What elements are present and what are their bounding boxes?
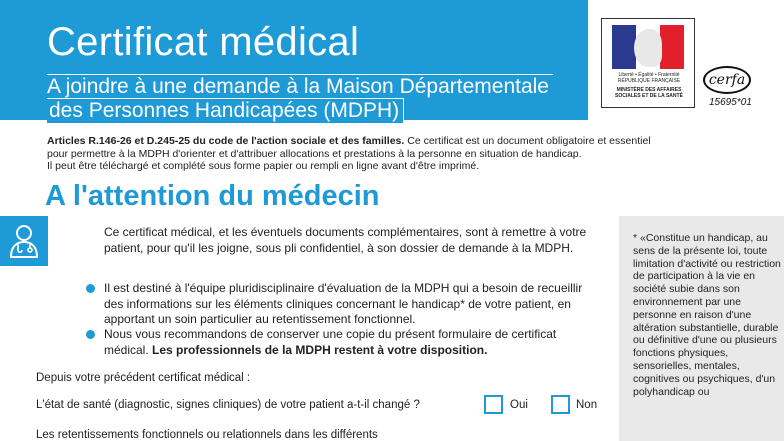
page-title: Certificat médical <box>47 20 360 64</box>
bullet-dot-icon <box>86 330 95 339</box>
lead-paragraph: Ce certificat médical, et les éventuels documents complémentaires, sont à remettre à votre patient, pour qu'il les joigne, sous pli confidentiel, à son dossier de demande à la MDPH. <box>104 225 587 255</box>
ministry-name: MINISTÈRE DES AFFAIRES SOCIALES ET DE LA SANTÉ <box>615 87 683 99</box>
since-label: Depuis votre précédent certificat médical : <box>36 372 251 384</box>
bullet-text-2-bold: Les professionnels de la MDPH restent à votre disposition. <box>152 342 488 357</box>
intro-paragraph <box>47 135 717 173</box>
doctor-icon <box>9 224 39 258</box>
bullet-text-2: Nous vous recommandons de conserver une copie du présent formulaire de certificat médical. <box>104 327 557 357</box>
cerfa-logo: cerfa <box>703 66 751 94</box>
bullet-dot-icon <box>86 284 95 293</box>
subtitle-line-2: des Personnes Handicapées (MDPH) <box>47 98 404 124</box>
health-change-question: L'état de santé (diagnostic, signes cliniques) de votre patient a-t-il changé ? <box>36 399 420 411</box>
section-title: A l'attention du médecin <box>45 180 380 212</box>
doctor-icon-box <box>0 216 48 266</box>
next-question-text: Les retentissements fonctionnels ou relationnels dans les différents <box>36 429 378 441</box>
bullet-text-1: Il est destiné à l'équipe pluridisciplinaire d'évaluation de la MDPH qui a besoin de recueillir des informations sur les éléments cliniques concernant le handicap* de votre patient, en apportant un soin particulier au retentissement fonctionnel. <box>104 281 583 326</box>
subtitle-line-1: A joindre à une demande à la Maison Départementale <box>47 74 553 99</box>
marianne-flag-icon <box>612 25 684 69</box>
bullet-item-2 <box>104 327 604 358</box>
intro-text-1: Ce certificat est un document obligatoire et essentiel <box>404 135 651 147</box>
republique-motto: Liberté • Égalité • Fraternité RÉPUBLIQUE FRANÇAISE <box>617 72 681 84</box>
intro-text-3: Il peut être téléchargé et complété sous forme papier ou rempli en ligne avant d'être imprimé. <box>47 160 480 172</box>
intro-articles: Articles R.146-26 et D.245-25 du code de l'action sociale et des familles. <box>47 135 405 147</box>
checkbox-oui-label: Oui <box>510 399 528 411</box>
checkbox-non-label: Non <box>576 399 598 411</box>
checkbox-oui[interactable] <box>484 395 503 414</box>
handicap-definition-note: * «Constitue un handicap, au sens de la présente loi, toute limitation d'activité ou restriction de participation à la vie en société subie dans son environnement par une personne en raison d'une altération substantielle, durable ou définitive d'une ou plusieurs fonctions physiques, sensorielles, mentales, cognitives ou psychiques, d'un polyhandicap ou <box>633 232 781 398</box>
bullet-item-1 <box>104 281 604 328</box>
republique-francaise-logo <box>601 18 695 108</box>
checkbox-non[interactable] <box>551 395 570 414</box>
cerfa-number: 15695*01 <box>709 97 752 108</box>
intro-text-2: pour permettre à la MDPH d'orienter et d'attribuer allocations et prestations à la personne en situation de handicap. <box>47 147 582 160</box>
